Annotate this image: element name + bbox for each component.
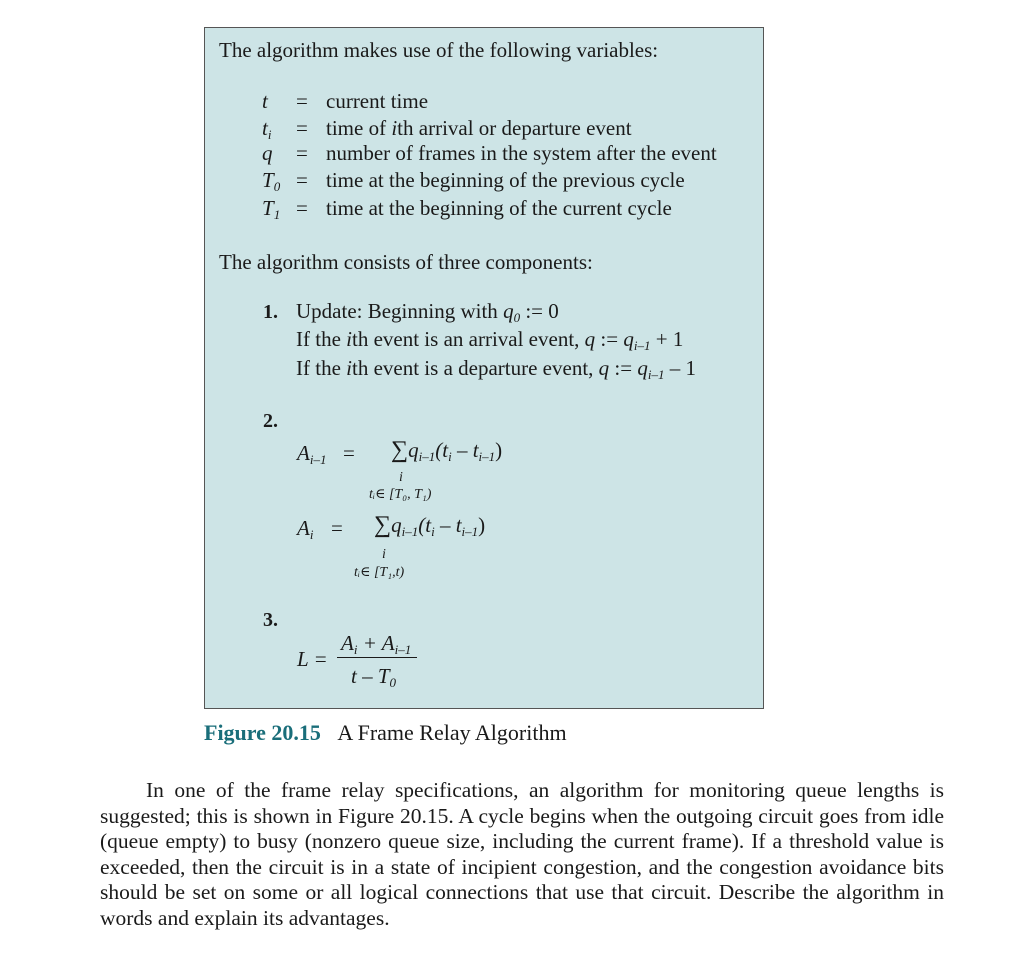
variable-row [262, 168, 685, 193]
eq-a-prev-equals: = [343, 441, 355, 465]
variable-row [262, 89, 428, 114]
variable-symbol [262, 168, 296, 193]
a1-A-sub: i–1 [309, 452, 327, 467]
symbol-letter: T [262, 196, 274, 220]
step1-assign: := 0 [520, 299, 559, 323]
equals-sign: = [296, 141, 308, 165]
variable-description: time at the beginning of the current cycle [326, 196, 672, 220]
caption-gap [321, 720, 338, 745]
eq-a-curr-equals: = [331, 516, 343, 540]
eq-a-curr-rhs [374, 512, 485, 539]
a2-A-sub: i [309, 527, 314, 542]
equals-sign: = [296, 168, 308, 192]
l-den-t: t – T [351, 664, 390, 688]
variable-symbol [262, 141, 296, 166]
l-num-a-sub: i [353, 642, 358, 657]
a1-minus: – t [451, 438, 479, 462]
variable-description: time of [326, 116, 392, 140]
symbol-letter: T [262, 168, 274, 192]
variable-description-rest: th arrival or departure event [397, 116, 632, 140]
variable-row [262, 196, 672, 221]
a2-paren: (t [418, 513, 432, 537]
variable-description: time at the beginning of the previous cycle [326, 168, 685, 192]
eq-a-prev-rhs [391, 437, 502, 464]
equals-sign: = [296, 89, 308, 113]
symbol-subscript: 0 [273, 179, 281, 194]
step-1-line-3 [296, 356, 696, 381]
l2-sub: i–1 [633, 338, 651, 353]
a1-sigma: ∑ [391, 437, 409, 463]
l-num-b-sub: i–1 [394, 642, 412, 657]
variable-symbol [262, 196, 296, 221]
caption-title: A Frame Relay Algorithm [337, 720, 567, 745]
a2-minus: – t [434, 513, 462, 537]
l3-assign: := [609, 356, 638, 380]
variable-symbol [262, 89, 296, 114]
symbol-subscript: 1 [273, 207, 281, 222]
a2-q-sub: i–1 [401, 524, 419, 539]
variables-intro: The algorithm makes use of the following variables: [219, 38, 659, 62]
variable-description-italic: i [391, 116, 398, 140]
l3-post: – 1 [664, 356, 696, 380]
body-paragraph [100, 778, 944, 931]
variable-description: number of frames in the system after the event [326, 141, 717, 165]
symbol-subscript: i [267, 127, 272, 142]
step-1-line-2 [296, 327, 683, 352]
eq-l-numerator [341, 631, 411, 656]
a2-index: i [382, 547, 386, 562]
step-1-line-1 [296, 299, 559, 324]
l3-i: i [346, 356, 352, 380]
a2-q: q [391, 513, 402, 537]
step1-var-q: q [503, 299, 514, 323]
figure-caption [204, 720, 567, 746]
a1-A: A [297, 441, 310, 465]
l-num-a: A [341, 631, 354, 655]
l3-qi: q [637, 356, 648, 380]
equals-sign: = [296, 116, 308, 140]
variable-row [262, 116, 632, 141]
l3-q: q [598, 356, 610, 380]
l-num-plus: + A [357, 631, 395, 655]
symbol-letter: q [262, 141, 273, 165]
fraction-bar [337, 657, 417, 658]
l3-mid: th event is a departure event, [352, 356, 599, 380]
l3-sub: i–1 [647, 367, 665, 382]
components-intro: The algorithm consists of three components: [219, 250, 593, 274]
equals-sign: = [296, 196, 308, 220]
l2-qi: q [623, 327, 634, 351]
eq-l-denominator [351, 664, 396, 689]
a2-A: A [297, 516, 310, 540]
a1-index: i [399, 470, 403, 485]
a2-ti-sub: i [431, 524, 435, 539]
l2-pre: If the [296, 327, 347, 351]
variable-row [262, 141, 717, 166]
l2-mid: th event is an arrival event, [352, 327, 585, 351]
caption-number: Figure 20.15 [204, 720, 321, 745]
a1-range: tᵢ∈ [T₀, T₁) [369, 487, 432, 502]
variable-description: current time [326, 89, 429, 113]
a1-q-sub: i–1 [418, 449, 436, 464]
variable-symbol [262, 116, 296, 141]
a1-q: q [408, 438, 419, 462]
step-1-number: 1. [263, 301, 278, 323]
a1-ti-sub: i [448, 449, 452, 464]
a1-tim1-sub: i–1 [478, 449, 496, 464]
a1-paren: (t [435, 438, 449, 462]
l-den-sub: 0 [389, 675, 397, 690]
symbol-letter: t [262, 89, 268, 113]
symbol-letter: t [262, 116, 268, 140]
step-3-number: 3. [263, 609, 278, 631]
l3-pre: If the [296, 356, 347, 380]
a2-tim1-sub: i–1 [461, 524, 479, 539]
l2-post: + 1 [650, 327, 684, 351]
step1-text: Update: Beginning with [296, 299, 504, 323]
step1-sub: 0 [513, 310, 521, 325]
step-2-number: 2. [263, 410, 278, 432]
a2-sigma: ∑ [374, 512, 392, 538]
l2-q: q [584, 327, 596, 351]
eq-l-lhs: L = [297, 647, 328, 671]
a2-range: tᵢ∈ [T₁,t) [354, 565, 405, 580]
paragraph-text: In one of the frame relay specifications, an algorithm for monitoring queue lengths is suggested; this is shown in Figure 20.15. A cycle begins when the outgoing circuit goes from idle (queue empty) to busy (nonzero queue size, including the current frame). If a threshold value is exceeded, then the circuit is in a state of incipient congestion, and the congestion avoidance bits should be set on some or all logical connections that use that circuit. Describe the algorithm in words and explain its advantages. [100, 778, 944, 930]
eq-a-curr-lhs [297, 516, 313, 541]
a1-close: ) [495, 438, 503, 462]
a2-close: ) [478, 513, 486, 537]
l2-assign: := [595, 327, 624, 351]
l2-i: i [346, 327, 352, 351]
eq-a-prev-lhs [297, 441, 326, 466]
